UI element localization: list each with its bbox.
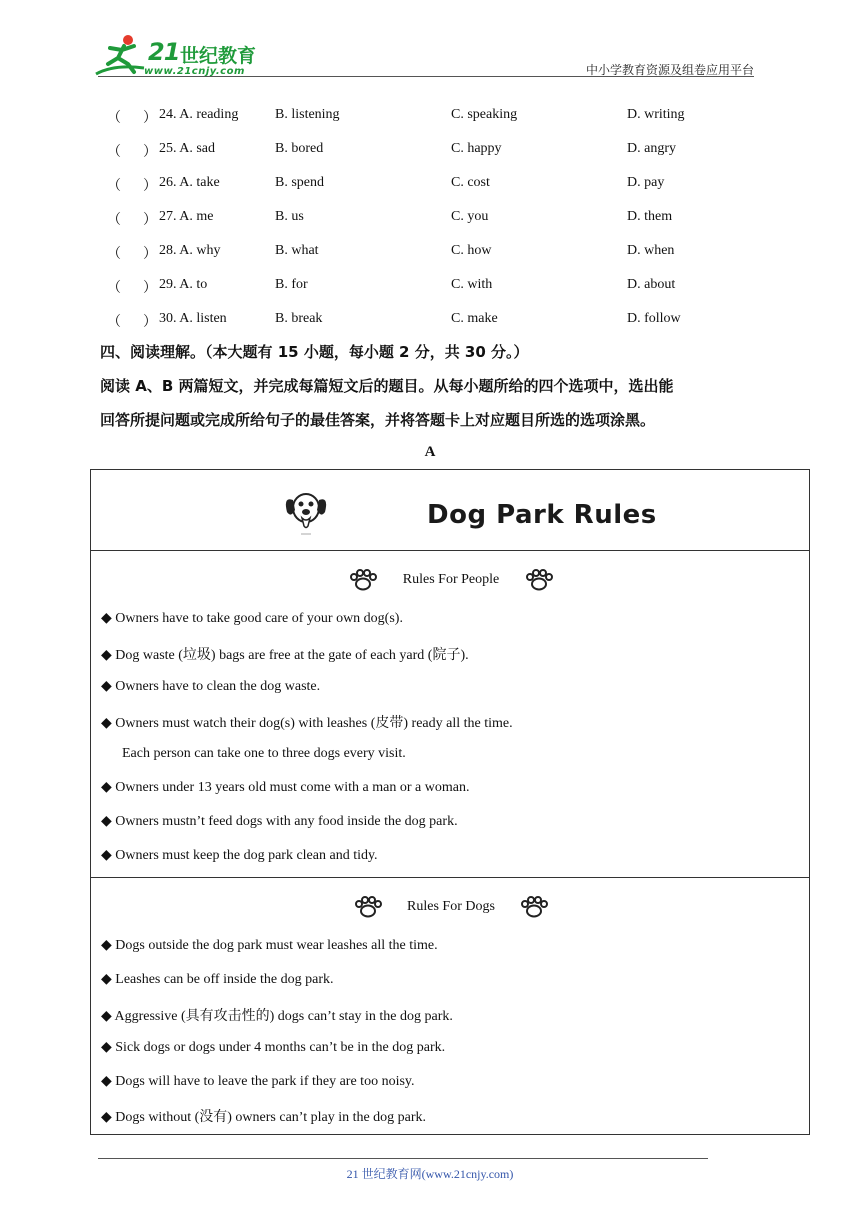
- answer-paren-right: ）: [143, 247, 157, 262]
- answer-paren-left: （: [107, 111, 121, 126]
- question-option-a: 29. A. to: [159, 277, 208, 292]
- question-row: [107, 243, 747, 263]
- question-row: [107, 141, 747, 161]
- question-option-b: B. for: [275, 277, 308, 292]
- question-option-a: 28. A. why: [159, 243, 221, 258]
- people-rule: ◆ Owners must watch their dog(s) with leashes (皮带) ready all the time.: [101, 716, 513, 731]
- footer-divider: [98, 1158, 708, 1159]
- section-title: 四、阅读理解。（本大题有 15 小题，每小题 2 分，共 30 分。）: [100, 343, 529, 361]
- people-rule: ◆ Dog waste (垃圾) bags are free at the gate of each yard (院子).: [101, 648, 469, 663]
- question-option-d: D. when: [627, 243, 675, 258]
- question-option-d: D. them: [627, 209, 673, 224]
- dogs-heading: [91, 896, 811, 918]
- question-option-b: B. what: [275, 243, 319, 258]
- platform-name: 中小学教育资源及组卷应用平台: [585, 63, 754, 77]
- people-rule: ◆ Owners must keep the dog park clean and tidy.: [101, 848, 378, 863]
- runner-icon: [94, 34, 150, 78]
- dogs-rule: ◆ Aggressive (具有攻击性的) dogs can’t stay in the dog park.: [101, 1009, 453, 1024]
- people-rule: ◆ Owners mustn’t feed dogs with any food inside the dog park.: [101, 814, 458, 829]
- question-row: [107, 311, 747, 331]
- question-row: [107, 277, 747, 297]
- header-divider: [98, 76, 754, 77]
- paw-print-icon: [520, 896, 548, 918]
- question-option-b: B. bored: [275, 141, 324, 156]
- dogs-heading-text: Rules For Dogs: [407, 899, 495, 914]
- passage-label: A: [424, 444, 436, 460]
- footer-text: 21 世纪教育网(www.21cnjy.com): [346, 1167, 514, 1181]
- question-option-c: C. with: [451, 277, 493, 292]
- question-row: [107, 107, 747, 127]
- dogs-rule: ◆ Leashes can be off inside the dog park.: [101, 972, 334, 987]
- paw-print-icon: [349, 569, 377, 591]
- question-option-a: 27. A. me: [159, 209, 214, 224]
- instruction-line: 阅读 A、B 两篇短文，并完成每篇短文后的题目。从每小题所给的四个选项中，选出能: [100, 377, 674, 395]
- paw-print-icon: [525, 569, 553, 591]
- question-option-d: D. about: [627, 277, 676, 292]
- question-option-b: B. us: [275, 209, 304, 224]
- question-option-d: D. angry: [627, 141, 676, 156]
- answer-paren-right: ）: [143, 213, 157, 228]
- site-logo: [94, 34, 264, 78]
- people-rule: ◆ Owners have to take good care of your own dog(s).: [101, 611, 403, 626]
- question-option-c: C. how: [451, 243, 492, 258]
- question-option-b: B. spend: [275, 175, 324, 190]
- answer-paren-right: ）: [143, 111, 157, 126]
- question-row: [107, 175, 747, 195]
- answer-paren-right: ）: [143, 315, 157, 330]
- people-heading-text: Rules For People: [402, 572, 500, 587]
- people-heading: [91, 569, 811, 591]
- paw-print-icon: [354, 896, 382, 918]
- question-option-c: C. speaking: [451, 107, 518, 122]
- answer-paren-left: （: [107, 145, 121, 160]
- dogs-rule: ◆ Dogs will have to leave the park if they are too noisy.: [101, 1074, 415, 1089]
- dogs-rule: ◆ Dogs without (没有) owners can’t play in the dog park.: [101, 1110, 427, 1125]
- question-option-c: C. make: [451, 311, 498, 326]
- logo-url: www.21cnjy.com: [144, 66, 245, 77]
- box-divider: [91, 550, 809, 551]
- answer-paren-right: ）: [143, 179, 157, 194]
- question-option-b: B. listening: [275, 107, 340, 122]
- question-option-b: B. break: [275, 311, 323, 326]
- logo-brand: 21: [148, 38, 180, 66]
- people-rule: Each person can take one to three dogs every visit.: [122, 746, 406, 761]
- answer-paren-left: （: [107, 281, 121, 296]
- answer-paren-right: ）: [143, 281, 157, 296]
- question-option-c: C. you: [451, 209, 489, 224]
- question-option-a: 25. A. sad: [159, 141, 215, 156]
- question-option-c: C. cost: [451, 175, 490, 190]
- answer-paren-left: （: [107, 213, 121, 228]
- answer-paren-left: （: [107, 247, 121, 262]
- question-row: [107, 209, 747, 229]
- question-option-c: C. happy: [451, 141, 502, 156]
- people-rule: ◆ Owners under 13 years old must come with a man or a woman.: [101, 780, 470, 795]
- question-option-a: 30. A. listen: [159, 311, 227, 326]
- dog-face-icon: [281, 482, 331, 538]
- question-option-d: D. pay: [627, 175, 665, 190]
- dogs-rule: ◆ Sick dogs or dogs under 4 months can’t be in the dog park.: [101, 1040, 446, 1055]
- people-rule: ◆ Owners have to clean the dog waste.: [101, 679, 321, 694]
- answer-paren-left: （: [107, 179, 121, 194]
- question-option-a: 26. A. take: [159, 175, 220, 190]
- logo-name: 世纪教育: [180, 45, 257, 67]
- box-divider: [91, 877, 809, 878]
- dogs-rule: ◆ Dogs outside the dog park must wear leashes all the time.: [101, 938, 438, 953]
- question-option-d: D. follow: [627, 311, 681, 326]
- answer-paren-left: （: [107, 315, 121, 330]
- rules-box: [90, 469, 810, 1135]
- question-option-a: 24. A. reading: [159, 107, 239, 122]
- answer-paren-right: ）: [143, 145, 157, 160]
- question-option-d: D. writing: [627, 107, 685, 122]
- instruction-line: 回答所提问题或完成所给句子的最佳答案，并将答题卡上对应题目所选的选项涂黑。: [100, 411, 656, 429]
- rules-title: Dog Park Rules: [427, 500, 657, 530]
